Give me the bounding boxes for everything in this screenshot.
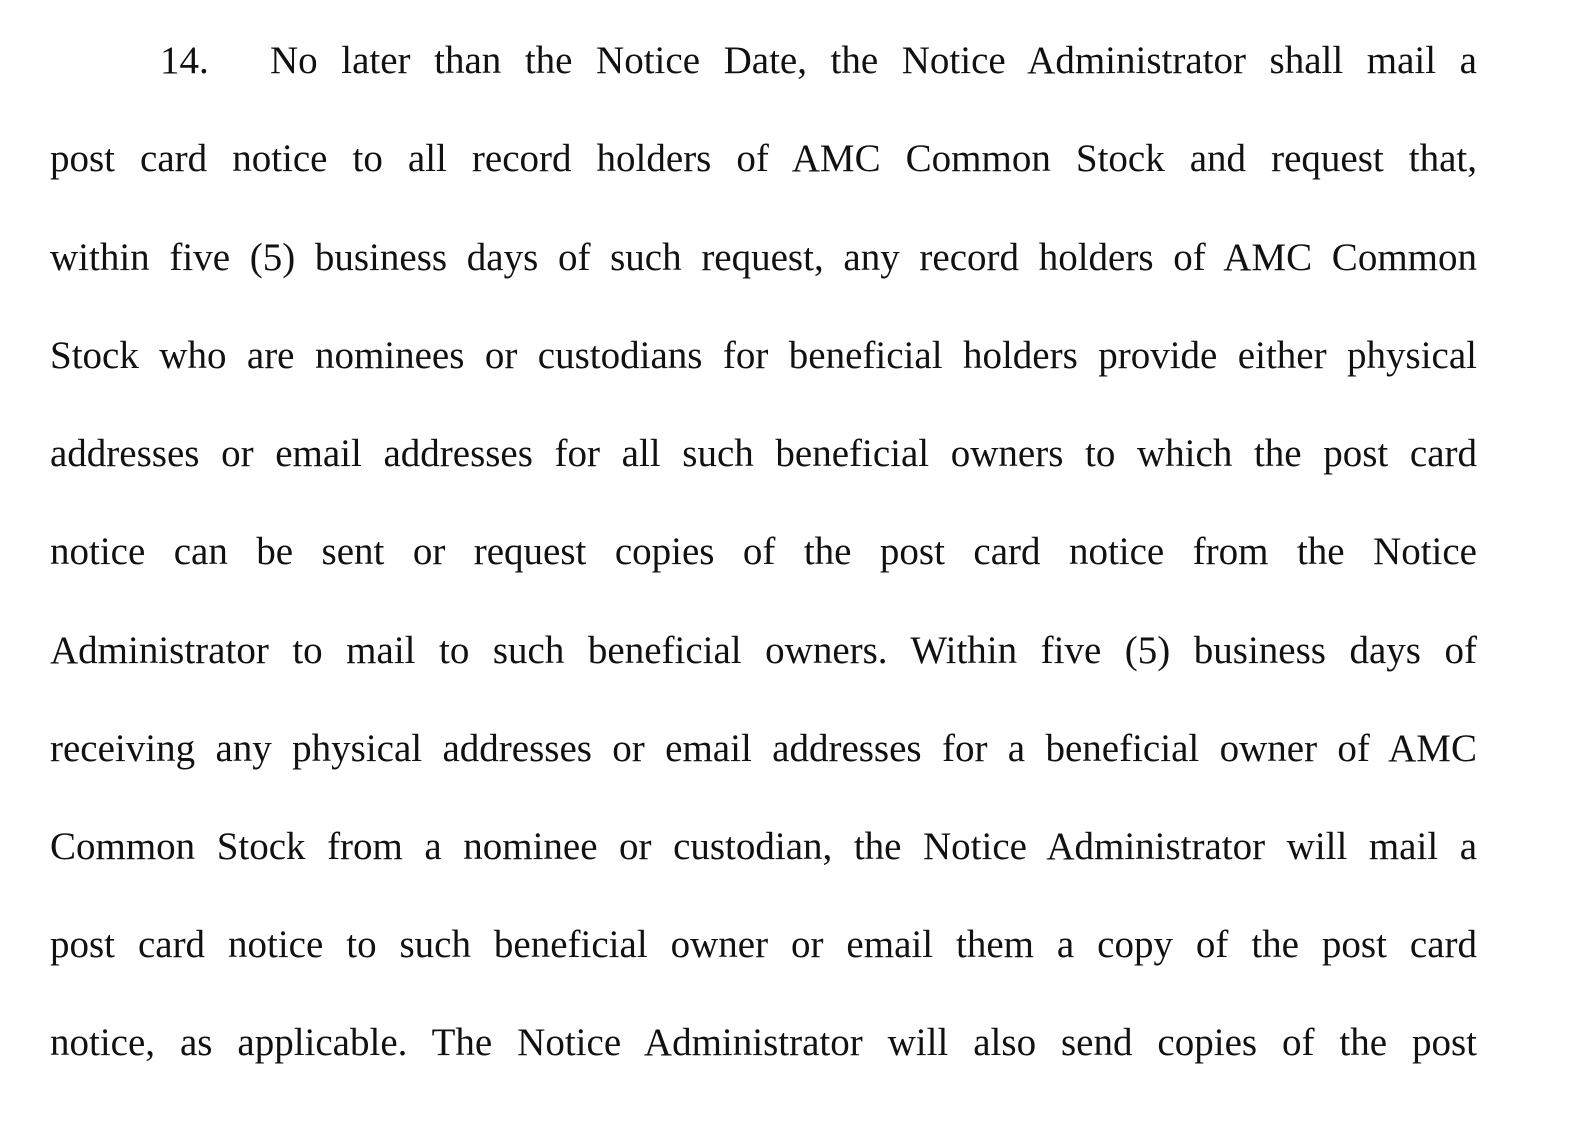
paragraph-line-3: within five (5) business days of such request, any record holders of AMC Common — [50, 236, 1477, 279]
paragraph-line-6: notice can be sent or request copies of the post card notice from the Notice — [50, 530, 1477, 573]
paragraph-line-4: Stock who are nominees or custodians for beneficial holders provide either physical — [50, 334, 1477, 377]
paragraph-number: 14. — [160, 39, 209, 82]
paragraph-line-2: post card notice to all record holders of AMC Common Stock and request that, — [50, 137, 1477, 180]
paragraph-line-9: Common Stock from a nominee or custodian, the Notice Administrator will mail a — [50, 825, 1477, 868]
paragraph-line-5: addresses or email addresses for all such beneficial owners to which the post card — [50, 432, 1477, 475]
paragraph-line-11: notice, as applicable. The Notice Administrator will also send copies of the post — [50, 1021, 1477, 1064]
paragraph-line-10: post card notice to such beneficial owner or email them a copy of the post card — [50, 923, 1477, 966]
paragraph-line-7: Administrator to mail to such beneficial owners. Within five (5) business days of — [50, 629, 1477, 672]
paragraph-line-8: receiving any physical addresses or email addresses for a beneficial owner of AMC — [50, 727, 1477, 770]
paragraph-line-1: No later than the Notice Date, the Notice Administrator shall mail a — [270, 39, 1477, 82]
